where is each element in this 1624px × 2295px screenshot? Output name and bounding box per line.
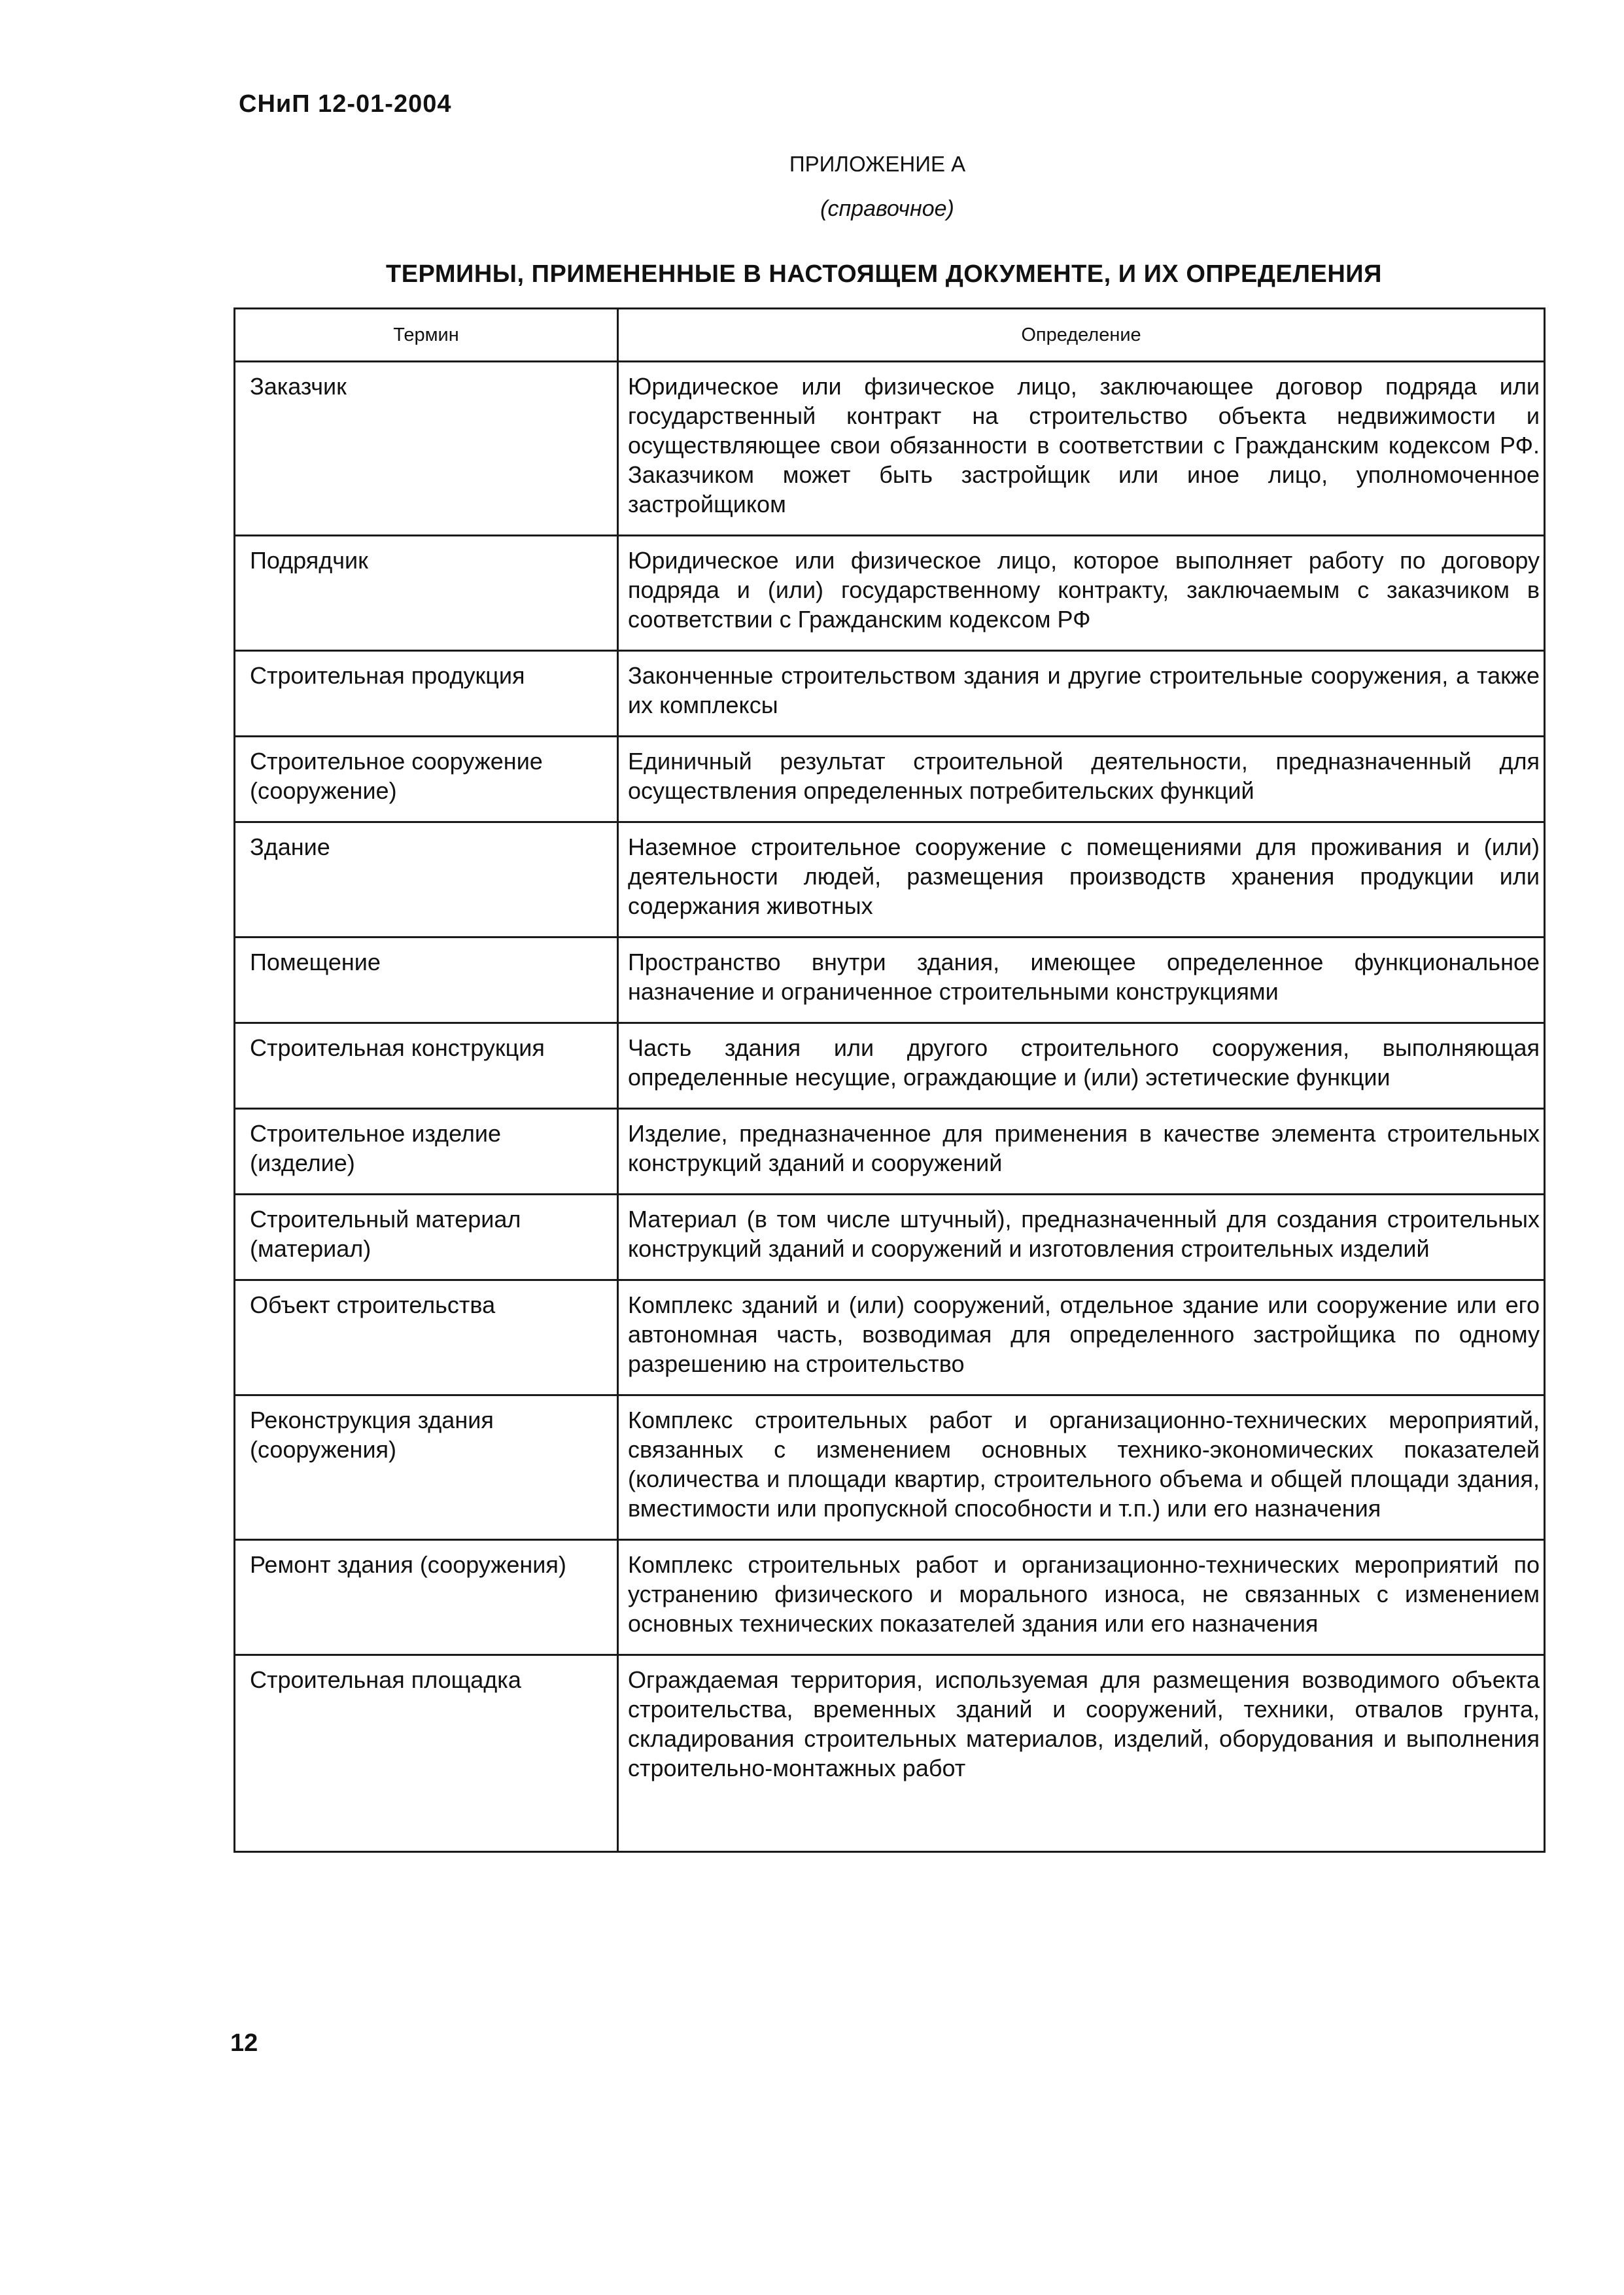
term-cell: Помещение <box>235 937 618 1023</box>
table-row <box>235 362 1545 536</box>
definition-cell: Юридическое или физическое лицо, заключающее договор подряда или государственный контракт на строительство объекта недвижимости и осуществляющее свои обязанности в соответствии с Гражданским кодексом РФ. Заказчиком может быть застройщик или иное лицо, уполномоченное застройщиком <box>618 362 1545 536</box>
table-row <box>235 1540 1545 1655</box>
table-row <box>235 937 1545 1023</box>
definition-cell: Часть здания или другого строительного сооружения, выполняющая определенные несущие, ограждающие и (или) эстетические функции <box>618 1023 1545 1109</box>
term-cell: Здание <box>235 822 618 937</box>
definition-cell: Материал (в том числе штучный), предназначенный для создания строительных конструкций зданий и сооружений и изготовления строительных изделий <box>618 1195 1545 1280</box>
term-cell: Строительная конструкция <box>235 1023 618 1109</box>
term-cell: Строительное изделие (изделие) <box>235 1109 618 1195</box>
definition-cell: Законченные строительством здания и другие строительные сооружения, а также их комплексы <box>618 651 1545 737</box>
term-cell: Подрядчик <box>235 536 618 651</box>
document-code: СНиП 12-01-2004 <box>239 90 452 118</box>
definition-cell: Ограждаемая территория, используемая для размещения возводимого объекта строительства, временных зданий и сооружений, техники, отвалов грунта, складирования строительных материалов, изделий, оборудования и выполнения строительно-монтажных работ <box>618 1655 1545 1852</box>
page-number: 12 <box>230 2029 258 2057</box>
definition-cell: Комплекс строительных работ и организационно-технических мероприятий по устранению физического и морального износа, не связанных с изменением основных технических показателей здания или его назначения <box>618 1540 1545 1655</box>
definition-cell: Комплекс зданий и (или) сооружений, отдельное здание или сооружение или его автономная часть, возводимая для определенного застройщика по одному разрешению на строительство <box>618 1280 1545 1395</box>
page-title: ТЕРМИНЫ, ПРИМЕНЕННЫЕ В НАСТОЯЩЕМ ДОКУМЕНТЕ, И ИХ ОПРЕДЕЛЕНИЯ <box>386 260 1382 288</box>
term-cell: Строительное сооружение (сооружение) <box>235 737 618 822</box>
table-header-row <box>235 309 1545 362</box>
table-row <box>235 1395 1545 1540</box>
appendix-label: ПРИЛОЖЕНИЕ А <box>789 152 966 176</box>
column-header-term: Термин <box>235 309 618 362</box>
table-row <box>235 1655 1545 1852</box>
term-cell: Реконструкция здания (сооружения) <box>235 1395 618 1540</box>
table-row <box>235 822 1545 937</box>
terms-table <box>233 307 1546 1853</box>
term-cell: Ремонт здания (сооружения) <box>235 1540 618 1655</box>
appendix-note: (справочное) <box>820 196 954 221</box>
table-row <box>235 1023 1545 1109</box>
table-row <box>235 536 1545 651</box>
table-row <box>235 737 1545 822</box>
definition-cell: Пространство внутри здания, имеющее определенное функциональное назначение и ограниченное строительными конструкциями <box>618 937 1545 1023</box>
term-cell: Строительный материал (материал) <box>235 1195 618 1280</box>
table-row <box>235 651 1545 737</box>
definition-cell: Юридическое или физическое лицо, которое выполняет работу по договору подряда и (или) государственному контракту, заключаемым с заказчиком в соответствии с Гражданским кодексом РФ <box>618 536 1545 651</box>
term-cell: Строительная площадка <box>235 1655 618 1852</box>
definition-cell: Комплекс строительных работ и организационно-технических мероприятий, связанных с изменением основных технико-экономических показателей (количества и площади квартир, строительного объема и общей площади здания, вместимости или пропускной способности и т.п.) или его назначения <box>618 1395 1545 1540</box>
column-header-definition: Определение <box>618 309 1545 362</box>
definition-cell: Изделие, предназначенное для применения в качестве элемента строительных конструкций зданий и сооружений <box>618 1109 1545 1195</box>
definition-cell: Единичный результат строительной деятельности, предназначенный для осуществления определенных потребительских функций <box>618 737 1545 822</box>
definition-cell: Наземное строительное сооружение с помещениями для проживания и (или) деятельности людей, размещения производств хранения продукции или содержания животных <box>618 822 1545 937</box>
table-row <box>235 1280 1545 1395</box>
term-cell: Объект строительства <box>235 1280 618 1395</box>
table-row <box>235 1195 1545 1280</box>
term-cell: Строительная продукция <box>235 651 618 737</box>
table-row <box>235 1109 1545 1195</box>
term-cell: Заказчик <box>235 362 618 536</box>
